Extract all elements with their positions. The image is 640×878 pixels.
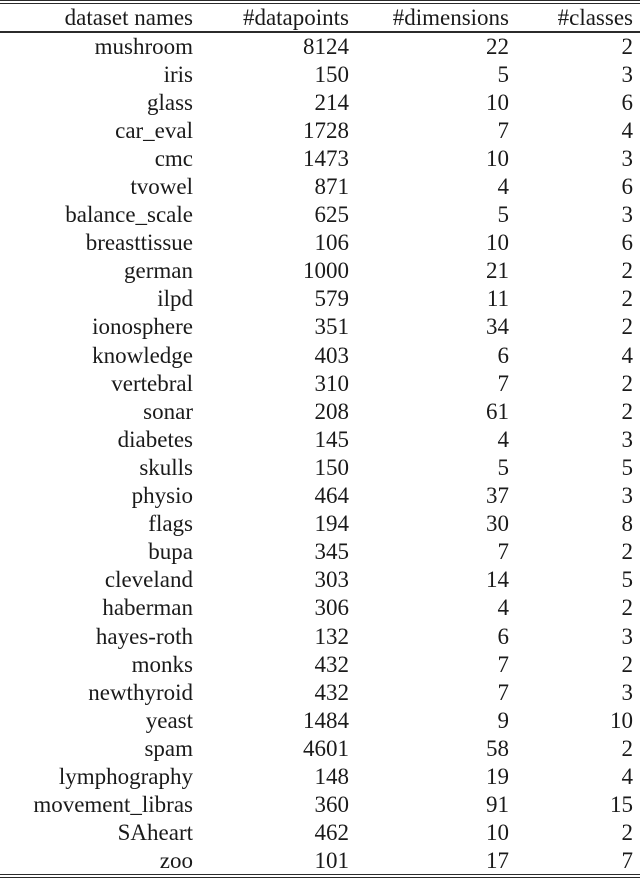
dataset-name-cell: german bbox=[124, 258, 193, 284]
classes-cell: 8 bbox=[621, 511, 633, 537]
table-row bbox=[0, 60, 640, 88]
classes-cell: 4 bbox=[621, 342, 633, 368]
dimensions-cell: 4 bbox=[497, 174, 509, 200]
dataset-name-cell: cleveland bbox=[104, 567, 193, 593]
classes-cell: 3 bbox=[621, 61, 633, 87]
classes-cell: 2 bbox=[621, 735, 633, 761]
classes-cell: 3 bbox=[621, 483, 633, 509]
classes-cell: 6 bbox=[621, 89, 633, 115]
datapoints-cell: 148 bbox=[314, 763, 349, 789]
datapoints-cell: 208 bbox=[314, 398, 349, 424]
dimensions-cell: 10 bbox=[486, 230, 509, 256]
classes-cell: 10 bbox=[610, 707, 633, 733]
dimensions-cell: 21 bbox=[486, 258, 509, 284]
dimensions-cell: 10 bbox=[486, 89, 509, 115]
table-row bbox=[0, 762, 640, 790]
table-row bbox=[0, 116, 640, 144]
dimensions-cell: 4 bbox=[497, 595, 509, 621]
dataset-name-cell: car_eval bbox=[115, 117, 193, 143]
dimensions-cell: 37 bbox=[486, 483, 509, 509]
classes-cell: 3 bbox=[621, 145, 633, 171]
classes-cell: 4 bbox=[621, 117, 633, 143]
dimensions-cell: 17 bbox=[486, 847, 509, 873]
datapoints-cell: 464 bbox=[314, 483, 349, 509]
datapoints-cell: 1473 bbox=[303, 145, 349, 171]
datapoints-cell: 432 bbox=[314, 651, 349, 677]
dataset-name-cell: ilpd bbox=[157, 286, 193, 312]
classes-cell: 5 bbox=[621, 454, 633, 480]
dataset-name-cell: knowledge bbox=[92, 342, 193, 368]
dataset-name-cell: SAheart bbox=[117, 820, 193, 846]
col-header-dimensions: #dimensions bbox=[392, 5, 509, 30]
dimensions-cell: 6 bbox=[497, 623, 509, 649]
table-row bbox=[0, 397, 640, 425]
dataset-name-cell: cmc bbox=[154, 145, 193, 171]
dimensions-cell: 9 bbox=[497, 707, 509, 733]
classes-cell: 3 bbox=[621, 202, 633, 228]
dataset-name-cell: newthyroid bbox=[88, 679, 193, 705]
datapoints-cell: 1000 bbox=[303, 258, 349, 284]
datapoints-cell: 132 bbox=[314, 623, 349, 649]
classes-cell: 15 bbox=[610, 792, 633, 818]
table-row bbox=[0, 285, 640, 313]
table-body bbox=[0, 32, 640, 876]
dataset-name-cell: physio bbox=[131, 483, 193, 509]
datapoints-cell: 1728 bbox=[303, 117, 349, 143]
datapoints-cell: 8124 bbox=[303, 34, 349, 60]
dimensions-cell: 34 bbox=[486, 314, 509, 340]
table-row bbox=[0, 88, 640, 116]
table-row bbox=[0, 819, 640, 847]
datapoints-cell: 871 bbox=[314, 174, 349, 200]
classes-cell: 2 bbox=[621, 651, 633, 677]
dataset-name-cell: iris bbox=[163, 61, 193, 87]
table-row bbox=[0, 847, 640, 876]
header-row bbox=[0, 2, 640, 32]
datapoints-cell: 101 bbox=[314, 847, 349, 873]
col-header-datapoints: #datapoints bbox=[242, 5, 349, 30]
dataset-name-cell: haberman bbox=[102, 595, 193, 621]
datapoints-cell: 625 bbox=[314, 202, 349, 228]
datapoints-cell: 462 bbox=[314, 820, 349, 846]
table-row bbox=[0, 453, 640, 481]
table-row bbox=[0, 341, 640, 369]
datapoints-cell: 4601 bbox=[303, 735, 349, 761]
datapoints-cell: 150 bbox=[314, 454, 349, 480]
table-row bbox=[0, 734, 640, 762]
table-row bbox=[0, 622, 640, 650]
dimensions-cell: 6 bbox=[497, 342, 509, 368]
dataset-name-cell: balance_scale bbox=[65, 202, 193, 228]
datapoints-cell: 214 bbox=[314, 89, 349, 115]
table-row bbox=[0, 510, 640, 538]
dimensions-cell: 14 bbox=[486, 567, 509, 593]
datapoints-cell: 306 bbox=[314, 595, 349, 621]
datapoints-cell: 145 bbox=[314, 426, 349, 452]
datapoints-cell: 1484 bbox=[303, 707, 349, 733]
classes-cell: 5 bbox=[621, 567, 633, 593]
dataset-name-cell: spam bbox=[144, 735, 193, 761]
dataset-name-cell: sonar bbox=[143, 398, 193, 424]
dataset-name-cell: breasttissue bbox=[85, 230, 193, 256]
col-header-classes: #classes bbox=[557, 5, 633, 30]
dataset-name-cell: tvowel bbox=[130, 174, 193, 200]
classes-cell: 6 bbox=[621, 230, 633, 256]
dimensions-cell: 10 bbox=[486, 145, 509, 171]
table-row bbox=[0, 369, 640, 397]
table-header bbox=[0, 2, 640, 32]
datapoints-cell: 432 bbox=[314, 679, 349, 705]
dimensions-cell: 5 bbox=[497, 202, 509, 228]
datapoints-cell: 345 bbox=[314, 539, 349, 565]
col-header-dataset-names: dataset names bbox=[64, 5, 193, 30]
dataset-name-cell: flags bbox=[148, 511, 193, 537]
classes-cell: 2 bbox=[621, 370, 633, 396]
classes-cell: 4 bbox=[621, 763, 633, 789]
dimensions-cell: 7 bbox=[497, 370, 509, 396]
dimensions-cell: 91 bbox=[486, 792, 509, 818]
dimensions-cell: 58 bbox=[486, 735, 509, 761]
dataset-name-cell: bupa bbox=[148, 539, 193, 565]
dimensions-cell: 7 bbox=[497, 651, 509, 677]
dimensions-cell: 61 bbox=[486, 398, 509, 424]
classes-cell: 2 bbox=[621, 398, 633, 424]
datapoints-cell: 194 bbox=[314, 511, 349, 537]
datapoints-cell: 106 bbox=[314, 230, 349, 256]
table-row bbox=[0, 706, 640, 734]
dataset-name-cell: lymphography bbox=[58, 763, 193, 789]
dimensions-cell: 5 bbox=[497, 454, 509, 480]
table-row bbox=[0, 425, 640, 453]
datapoints-cell: 150 bbox=[314, 61, 349, 87]
table-row bbox=[0, 257, 640, 285]
dataset-name-cell: yeast bbox=[145, 707, 193, 733]
dimensions-cell: 10 bbox=[486, 820, 509, 846]
classes-cell: 2 bbox=[621, 539, 633, 565]
datapoints-cell: 303 bbox=[314, 567, 349, 593]
classes-cell: 2 bbox=[621, 258, 633, 284]
dimensions-cell: 7 bbox=[497, 539, 509, 565]
table-row bbox=[0, 594, 640, 622]
dataset-name-cell: hayes-roth bbox=[95, 623, 193, 649]
table-row bbox=[0, 650, 640, 678]
classes-cell: 2 bbox=[621, 314, 633, 340]
dataset-name-cell: zoo bbox=[159, 847, 193, 873]
table-row bbox=[0, 201, 640, 229]
dataset-name-cell: skulls bbox=[139, 454, 193, 480]
dimensions-cell: 19 bbox=[486, 763, 509, 789]
table-row bbox=[0, 678, 640, 706]
classes-cell: 7 bbox=[621, 847, 633, 873]
table-row bbox=[0, 32, 640, 60]
table-row bbox=[0, 172, 640, 200]
dataset-name-cell: vertebral bbox=[111, 370, 193, 396]
table-row bbox=[0, 144, 640, 172]
dataset-name-cell: glass bbox=[147, 89, 193, 115]
dimensions-cell: 4 bbox=[497, 426, 509, 452]
dataset-name-cell: monks bbox=[131, 651, 193, 677]
table-row bbox=[0, 482, 640, 510]
datapoints-cell: 351 bbox=[314, 314, 349, 340]
classes-cell: 3 bbox=[621, 679, 633, 705]
table-row bbox=[0, 566, 640, 594]
table-row bbox=[0, 791, 640, 819]
classes-cell: 6 bbox=[621, 174, 633, 200]
datapoints-cell: 403 bbox=[314, 342, 349, 368]
dimensions-cell: 5 bbox=[497, 61, 509, 87]
classes-cell: 2 bbox=[621, 286, 633, 312]
dataset-name-cell: diabetes bbox=[117, 426, 193, 452]
dimensions-cell: 22 bbox=[486, 34, 509, 60]
dataset-name-cell: movement_libras bbox=[33, 792, 193, 818]
classes-cell: 2 bbox=[621, 595, 633, 621]
dataset-name-cell: ionosphere bbox=[92, 314, 193, 340]
dataset-name-cell: mushroom bbox=[94, 34, 193, 60]
dimensions-cell: 7 bbox=[497, 117, 509, 143]
classes-cell: 3 bbox=[621, 623, 633, 649]
datapoints-cell: 360 bbox=[314, 792, 349, 818]
dimensions-cell: 11 bbox=[486, 286, 509, 312]
table-row bbox=[0, 313, 640, 341]
dimensions-cell: 30 bbox=[486, 511, 509, 537]
classes-cell: 2 bbox=[621, 34, 633, 60]
classes-cell: 3 bbox=[621, 426, 633, 452]
dimensions-cell: 7 bbox=[497, 679, 509, 705]
datapoints-cell: 310 bbox=[314, 370, 349, 396]
datapoints-cell: 579 bbox=[314, 286, 349, 312]
classes-cell: 2 bbox=[621, 820, 633, 846]
table-row bbox=[0, 229, 640, 257]
table-row bbox=[0, 538, 640, 566]
